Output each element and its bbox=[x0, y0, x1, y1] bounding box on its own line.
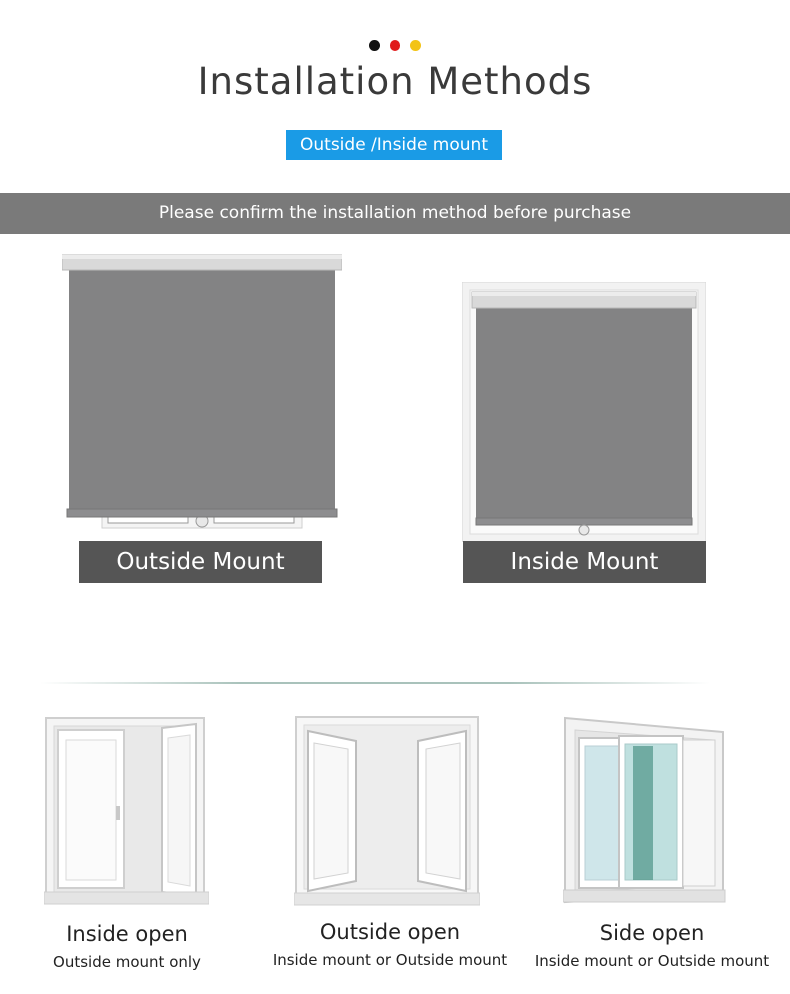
page-title: Installation Methods bbox=[197, 60, 593, 103]
dot-black bbox=[369, 40, 380, 51]
dot-yellow bbox=[410, 40, 421, 51]
inside-open-subtitle: Outside mount only bbox=[53, 953, 201, 971]
outside-open-window-image bbox=[294, 715, 480, 910]
inside-open-title: Inside open bbox=[66, 922, 188, 946]
section-divider bbox=[40, 682, 710, 684]
inside-mount-blind-image bbox=[462, 282, 706, 542]
notice-banner: Please confirm the installation method before purchase bbox=[0, 193, 790, 234]
inside-mount-illustration bbox=[462, 282, 706, 542]
outside-open-title: Outside open bbox=[319, 920, 461, 944]
side-open-window-image bbox=[563, 716, 728, 906]
outside-mount-label: Outside Mount bbox=[79, 541, 322, 583]
inside-mount-label: Inside Mount bbox=[463, 541, 706, 583]
inside-open-window-image bbox=[44, 716, 209, 906]
decorative-dots bbox=[369, 40, 421, 52]
side-open-title: Side open bbox=[599, 921, 705, 945]
outside-open-subtitle: Inside mount or Outside mount bbox=[272, 951, 508, 969]
outside-mount-illustration bbox=[62, 253, 342, 543]
side-open-subtitle: Inside mount or Outside mount bbox=[534, 952, 770, 970]
outside-mount-blind-image bbox=[62, 253, 342, 543]
mount-type-badge: Outside /Inside mount bbox=[286, 130, 502, 160]
dot-red bbox=[390, 40, 401, 51]
